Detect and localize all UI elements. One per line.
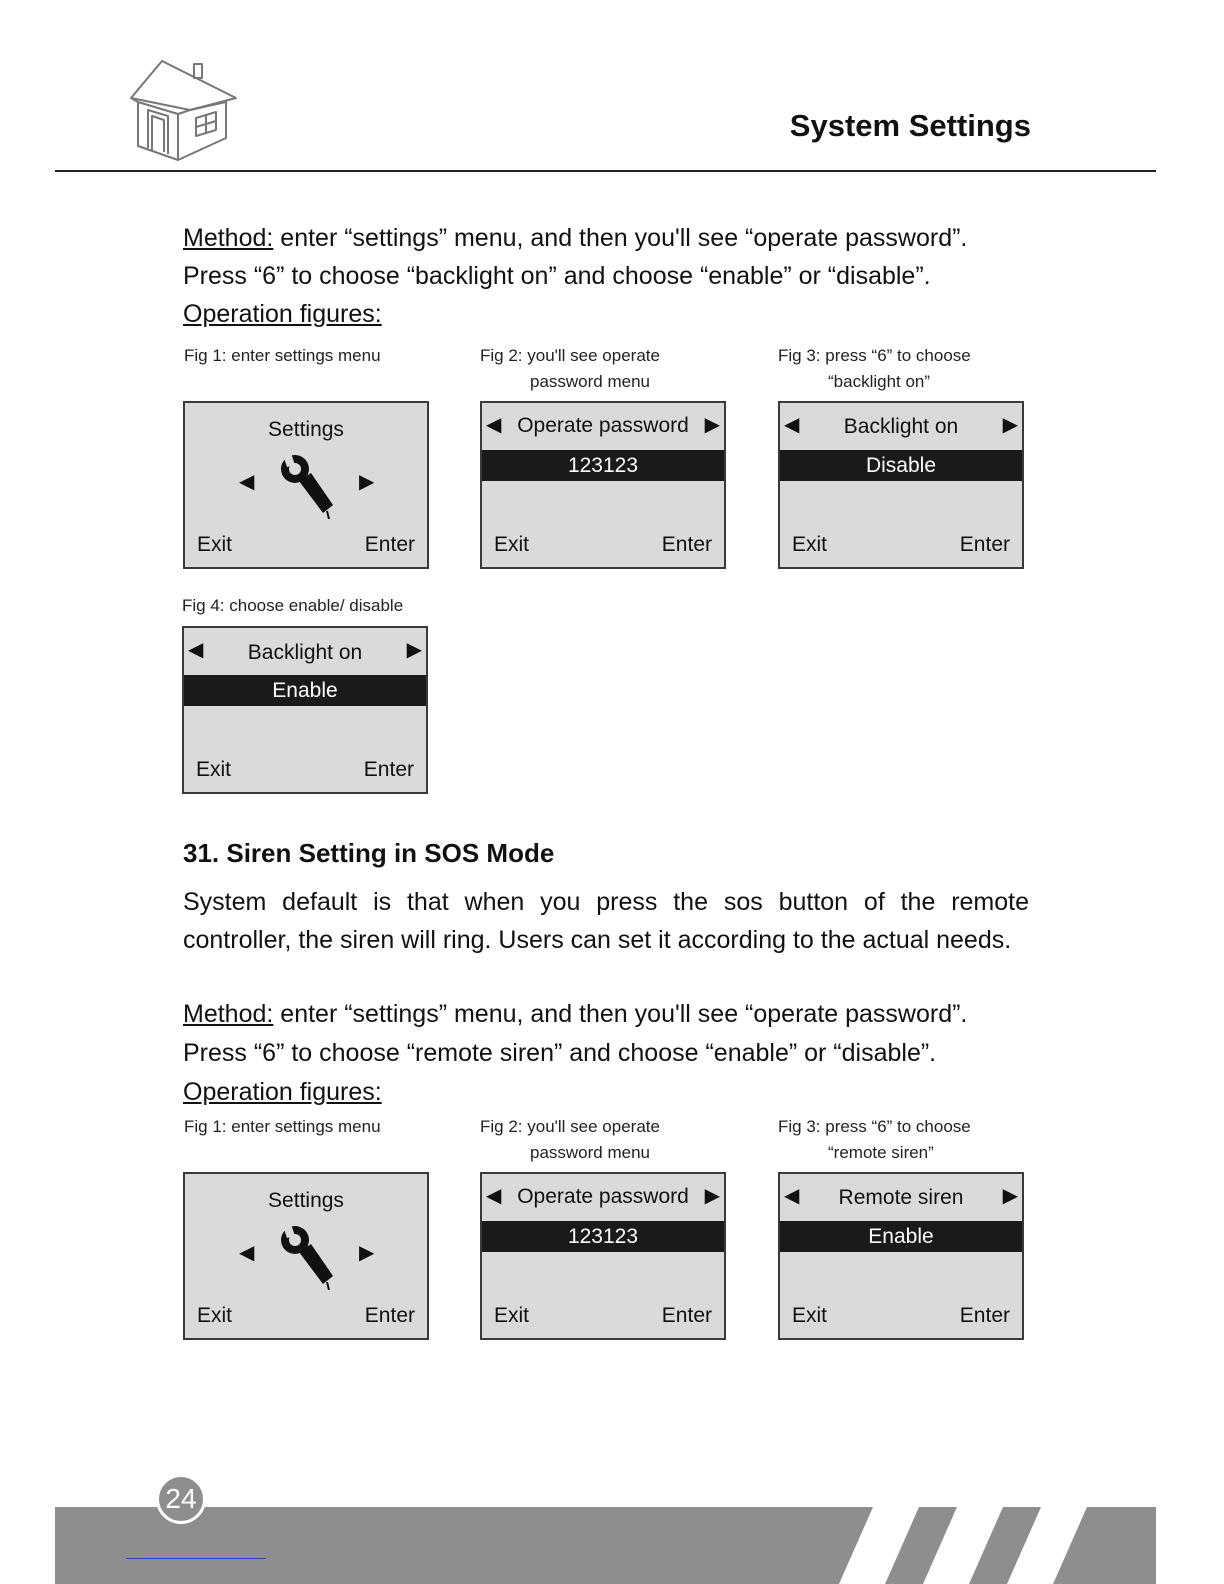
enter-softkey: Enter [661,533,712,556]
lcd-highlight-value: Enable [184,675,426,706]
footer-stripes [55,1507,1156,1584]
enter-softkey: Enter [364,1304,415,1327]
arrow-left-icon: ◀ [239,1242,255,1264]
lcd-title: Settings [268,1189,344,1212]
wrench-icon [277,451,339,519]
house-logo-icon [128,58,238,164]
lcd-highlight-value: Disable [780,450,1022,481]
exit-softkey: Exit [196,758,232,781]
fig2-caption: Fig 2: you'll see operate password menu [480,1117,660,1162]
section-heading: 31. Siren Setting in SOS Mode [183,838,555,868]
arrow-left-icon: ◀ [239,471,255,493]
lcd-remote-siren-screen [778,1172,1024,1340]
lcd-settings-screen [183,1172,429,1340]
lcd-title: Backlight on [247,641,363,664]
arrow-left-icon: ◀ [486,1185,502,1207]
lcd-highlight-value: 123123 [482,1221,724,1252]
enter-softkey: Enter [363,758,414,781]
lcd-title: Operate password [517,1185,689,1208]
lcd-operate-password-screen [480,1172,726,1340]
method-text: enter “settings” menu, and then you'll see “operate password”. [273,1000,968,1028]
operation-figures-label: Operation figures: [183,1078,382,1106]
press-line: Press “6” to choose “remote siren” and choose “enable” or “disable”. [183,1039,937,1067]
footer-band [55,1507,1156,1584]
method-label: Method: [183,224,274,252]
method-line [183,995,1029,1033]
footer-link-underline [126,1558,266,1559]
wrench-icon [277,1222,339,1290]
arrow-left-icon: ◀ [784,414,800,436]
exit-softkey: Exit [792,533,828,556]
fig1-caption: Fig 1: enter settings menu [184,1117,381,1136]
arrow-left-icon: ◀ [188,639,204,661]
fig3-caption: Fig 3: press “6” to choose “backlight on” [778,346,971,391]
enter-softkey: Enter [959,533,1010,556]
arrow-right-icon: ▶ [359,1242,375,1264]
arrow-right-icon: ▶ [704,414,720,436]
lcd-backlight-enable-screen [182,626,428,794]
header-divider [55,170,1156,172]
lcd-title: Operate password [517,414,689,437]
lcd-backlight-disable-screen [778,401,1024,569]
operation-figures-label: Operation figures: [183,300,382,328]
arrow-right-icon: ▶ [406,639,422,661]
lcd-title: Settings [268,418,344,441]
exit-softkey: Exit [494,533,530,556]
lcd-settings-screen [183,401,429,569]
lcd-title: Backlight on [843,415,959,438]
method-text: enter “settings” menu, and then you'll see “operate password”. [273,224,968,252]
exit-softkey: Exit [197,533,233,556]
exit-softkey: Exit [494,1304,530,1327]
press-line: Press “6” to choose “backlight on” and choose “enable” or “disable”. [183,262,931,290]
lcd-title: Remote siren [838,1186,964,1209]
fig1-caption: Fig 1: enter settings menu [184,346,381,365]
enter-softkey: Enter [959,1304,1010,1327]
arrow-right-icon: ▶ [359,471,375,493]
fig2-caption: Fig 2: you'll see operate password menu [480,346,660,391]
arrow-right-icon: ▶ [704,1185,720,1207]
arrow-left-icon: ◀ [486,414,502,436]
fig3-caption: Fig 3: press “6” to choose “remote siren” [778,1117,971,1162]
method-line [183,219,1029,257]
arrow-right-icon: ▶ [1002,414,1018,436]
lcd-highlight-value: Enable [780,1221,1022,1252]
enter-softkey: Enter [364,533,415,556]
enter-softkey: Enter [661,1304,712,1327]
exit-softkey: Exit [792,1304,828,1327]
arrow-right-icon: ▶ [1002,1185,1018,1207]
exit-softkey: Exit [197,1304,233,1327]
page-title: System Settings [789,108,1031,143]
lcd-highlight-value: 123123 [482,450,724,481]
section-intro: System default is that when you press the sos button of the remote controller, the siren will ring. Users can set it according to the actual needs. [183,888,1029,954]
lcd-operate-password-screen [480,401,726,569]
arrow-left-icon: ◀ [784,1185,800,1207]
page-number: 24 [156,1474,206,1524]
method-label: Method: [183,1000,274,1028]
fig4-caption: Fig 4: choose enable/ disable [182,596,404,615]
